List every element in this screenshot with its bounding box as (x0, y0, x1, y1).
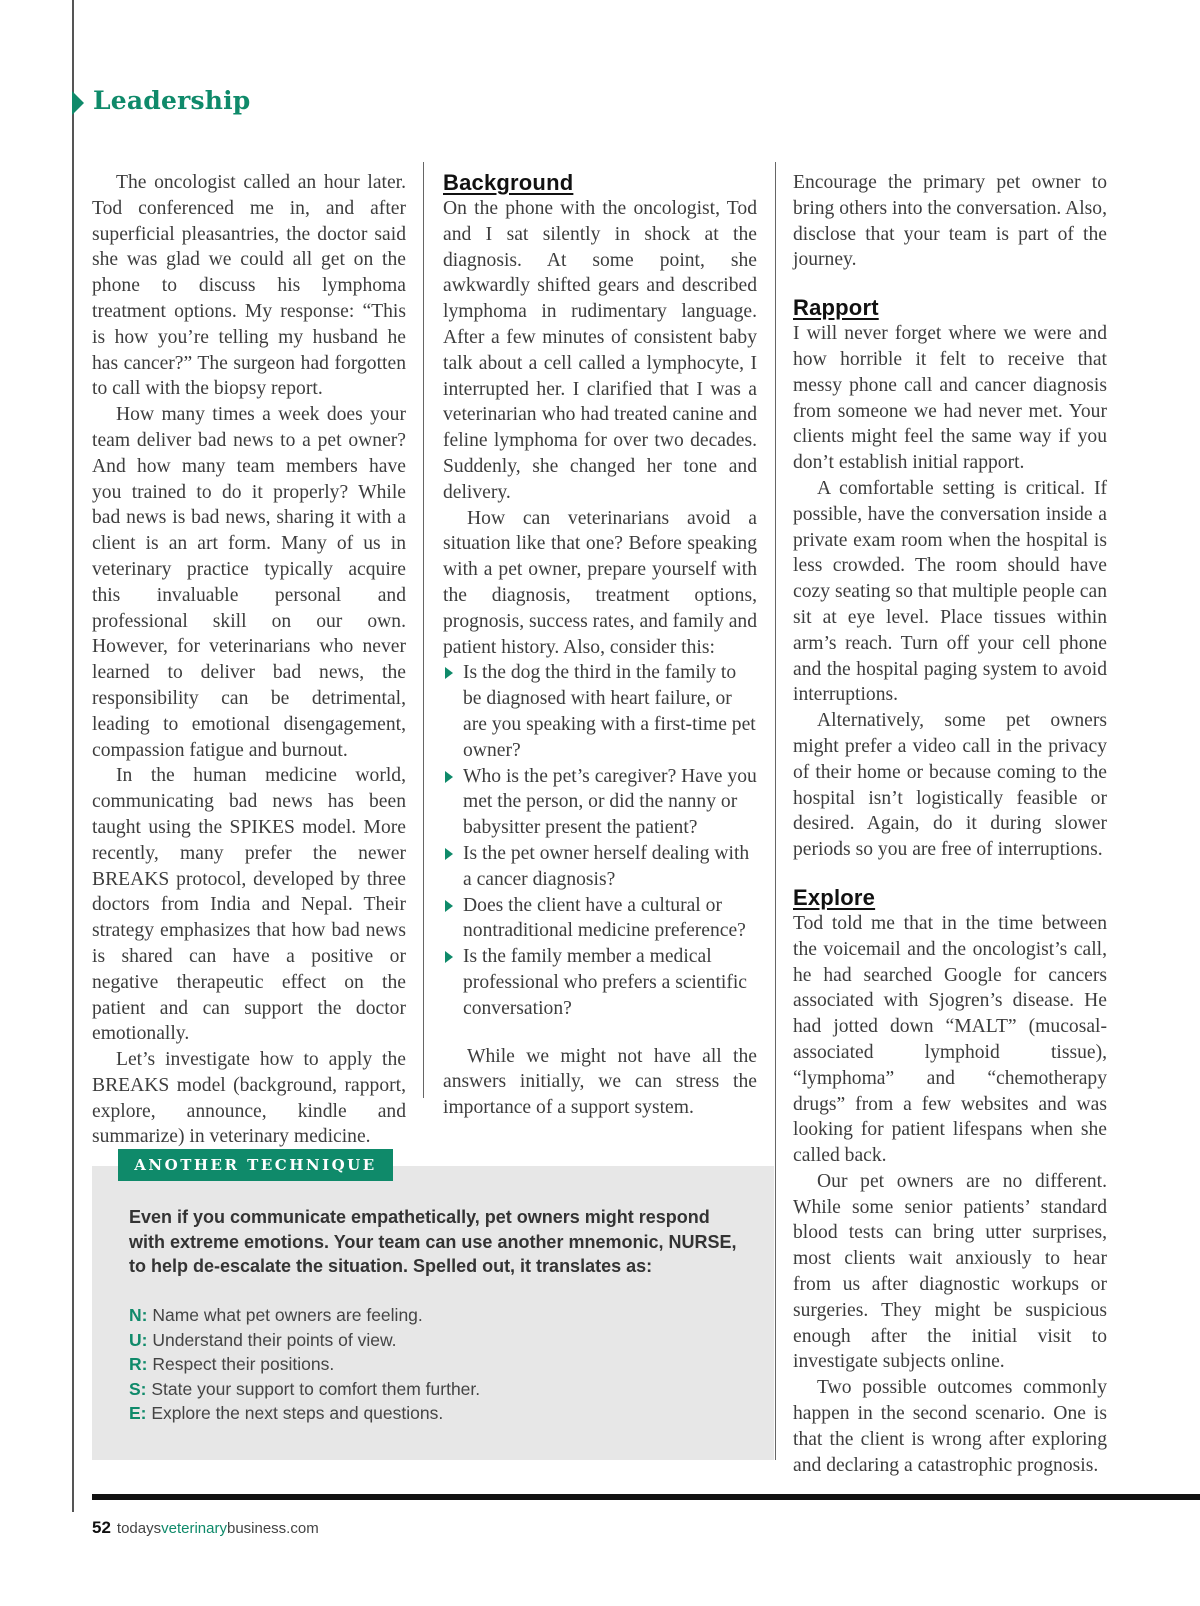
section-marker-icon (72, 91, 84, 115)
paragraph: Two possible outcomes commonly happen in the second scenario. One is that the client is wrong after exploring and declaring a catastrophic prognosis. (793, 1377, 1107, 1476)
list-item: R: Respect their positions. (129, 1354, 335, 1374)
section-label: Leadership (93, 86, 251, 115)
list-item: Is the dog the third in the family to be diagnosed with heart failure, or are you speaking with a first-time pet owner? (443, 660, 757, 763)
site-url-prefix: todays (116, 1520, 162, 1537)
list-item: S: State your support to comfort them further. (129, 1378, 481, 1399)
bullet-arrow-icon (445, 900, 453, 912)
column-divider (423, 162, 424, 1098)
paragraph: A comfortable setting is critical. If possible, have the conversation inside a private exam room when the hospital is less crowded. The room should have cozy seating so that multiple people can sit at eye level. Place tissues within arm’s reach. Turn off your cell phone and the hospital paging system to avoid interruptions. (793, 477, 1107, 706)
bullet-arrow-icon (445, 771, 453, 783)
spacer (443, 1022, 757, 1044)
background-heading: Background (443, 170, 574, 195)
explore-heading: Explore (793, 884, 876, 910)
list-item: N: Name what pet owners are feeling. (129, 1305, 423, 1325)
page-number: 52 (92, 1518, 111, 1537)
bullet-arrow-icon (445, 667, 453, 679)
list-item: Is the pet owner herself dealing with a cancer diagnosis? (443, 841, 757, 893)
list-item: U: Understand their points of view. (129, 1329, 397, 1350)
paragraph: Alternatively, some pet owners might prefer a video call in the privacy of their home or because coming to the hospital isn’t logistically feasible or desired. Again, do it during slower periods so you are free of interruptions. (793, 710, 1107, 861)
rapport-heading: Rapport (793, 295, 879, 321)
paragraph: In the human medicine world, communicating bad news has been taught using the SPIKES model. More recently, many prefer the newer BREAKS protocol, developed by three doctors from India and Nepal. Their strategy emphasizes that how bad news is shared can have a positive or negative therapeutic effect on the patient and can support the doctor emotionally. (92, 765, 406, 1045)
paragraph: Encourage the primary pet owner to bring others into the conversation. Also, disclose that your team is part of the journey. (793, 172, 1107, 271)
list-item: E: Explore the next steps and questions. (129, 1403, 444, 1423)
sidebar-tag: ANOTHER TECHNIQUE (118, 1149, 393, 1181)
left-margin-rule (72, 0, 74, 1512)
spacer (793, 863, 1107, 885)
paragraph: How can veterinarians avoid a situation like that one? Before speaking with a pet owner, prepare yourself with the diagnosis, treatment options, prognosis, success rates, and family and patient history. Also, consider this: (443, 507, 757, 658)
footer (92, 1518, 319, 1538)
column-divider (775, 162, 776, 1460)
paragraph: I will never forget where we were and how horrible it felt to receive that messy phone call and cancer diagnosis from someone we had never met. Your clients might feel the same way if you don’t establish initial rapport. (793, 323, 1107, 474)
paragraph: Our pet owners are no different. While some senior patients’ standard blood tests can bring utter surprises, most clients wait anxiously to hear from us after diagnostic workups or surgeries. They might be suspicious enough after the initial visit to investigate subjects online. (793, 1170, 1107, 1373)
paragraph: On the phone with the oncologist, Tod and I sat silently in shock at the diagnosis. At some point, she awkwardly shifted gears and described lymphoma in rudimentary language. After a few minutes of consistent baby talk about a cell called a lymphocyte, I interrupted her. I clarified that I was a veterinarian who had treated canine and feline lymphoma for over two decades. Suddenly, she changed her tone and delivery. (443, 198, 757, 503)
paragraph: Tod told me that in the time between the voicemail and the oncologist’s call, he had searched Google for cancers associated with Sjogren’s disease. He had jotted down “MALT” (mucosal-associated lymphoid tissue), “lymphoma” and “chemotherapy drugs” from a few websites and was looking for patient lifespans when she called back. (793, 912, 1107, 1167)
question-list (443, 660, 757, 1021)
column-1 (92, 170, 406, 1150)
nurse-list (129, 1303, 480, 1426)
site-url-suffix: business.com (226, 1520, 319, 1537)
bullet-arrow-icon (445, 848, 453, 860)
spacer (793, 273, 1107, 295)
paragraph: How many times a week does your team deliver bad news to a pet owner? And how many team members have you trained to do it properly? While bad news is bad news, sharing it with a client is an art form. Many of us in veterinary practice typically acquire this invaluable personal and professional skill on our own. However, for veterinarians who never learned to deliver bad news, the responsibility can be detrimental, leading to emotional disengagement, compassion fatigue and burnout. (92, 404, 406, 761)
site-url-accent: veterinary (161, 1520, 227, 1537)
paragraph: Let’s investigate how to apply the BREAKS model (background, rapport, explore, announce, kindle and summarize) in veterinary medicine. (92, 1049, 406, 1148)
bullet-arrow-icon (445, 951, 453, 963)
list-item: Does the client have a cultural or nontraditional medicine preference? (443, 893, 757, 945)
sidebar-lead: Even if you communicate empathetically, pet owners might respond with extreme emotions. Your team can use another mnemonic, NURSE, to help de-escalate the situation. Spelled out, it translates as: (129, 1207, 737, 1276)
paragraph: While we might not have all the answers initially, we can stress the importance of a support system. (443, 1045, 757, 1119)
list-item: Is the family member a medical professional who prefers a scientific conversation? (443, 944, 757, 1021)
column-2 (443, 170, 757, 1121)
column-3 (793, 170, 1107, 1478)
paragraph: The oncologist called an hour later. Tod conferenced me in, and after superficial pleasantries, the doctor said she was glad we could all get on the phone to discuss his lymphoma treatment options. My response: “This is how you’re telling my husband he has cancer?” The surgeon had forgotten to call with the biopsy report. (92, 172, 406, 400)
footer-rule (92, 1494, 1200, 1500)
list-item: Who is the pet’s caregiver? Have you met the person, or did the nanny or babysitter present the patient? (443, 764, 757, 841)
